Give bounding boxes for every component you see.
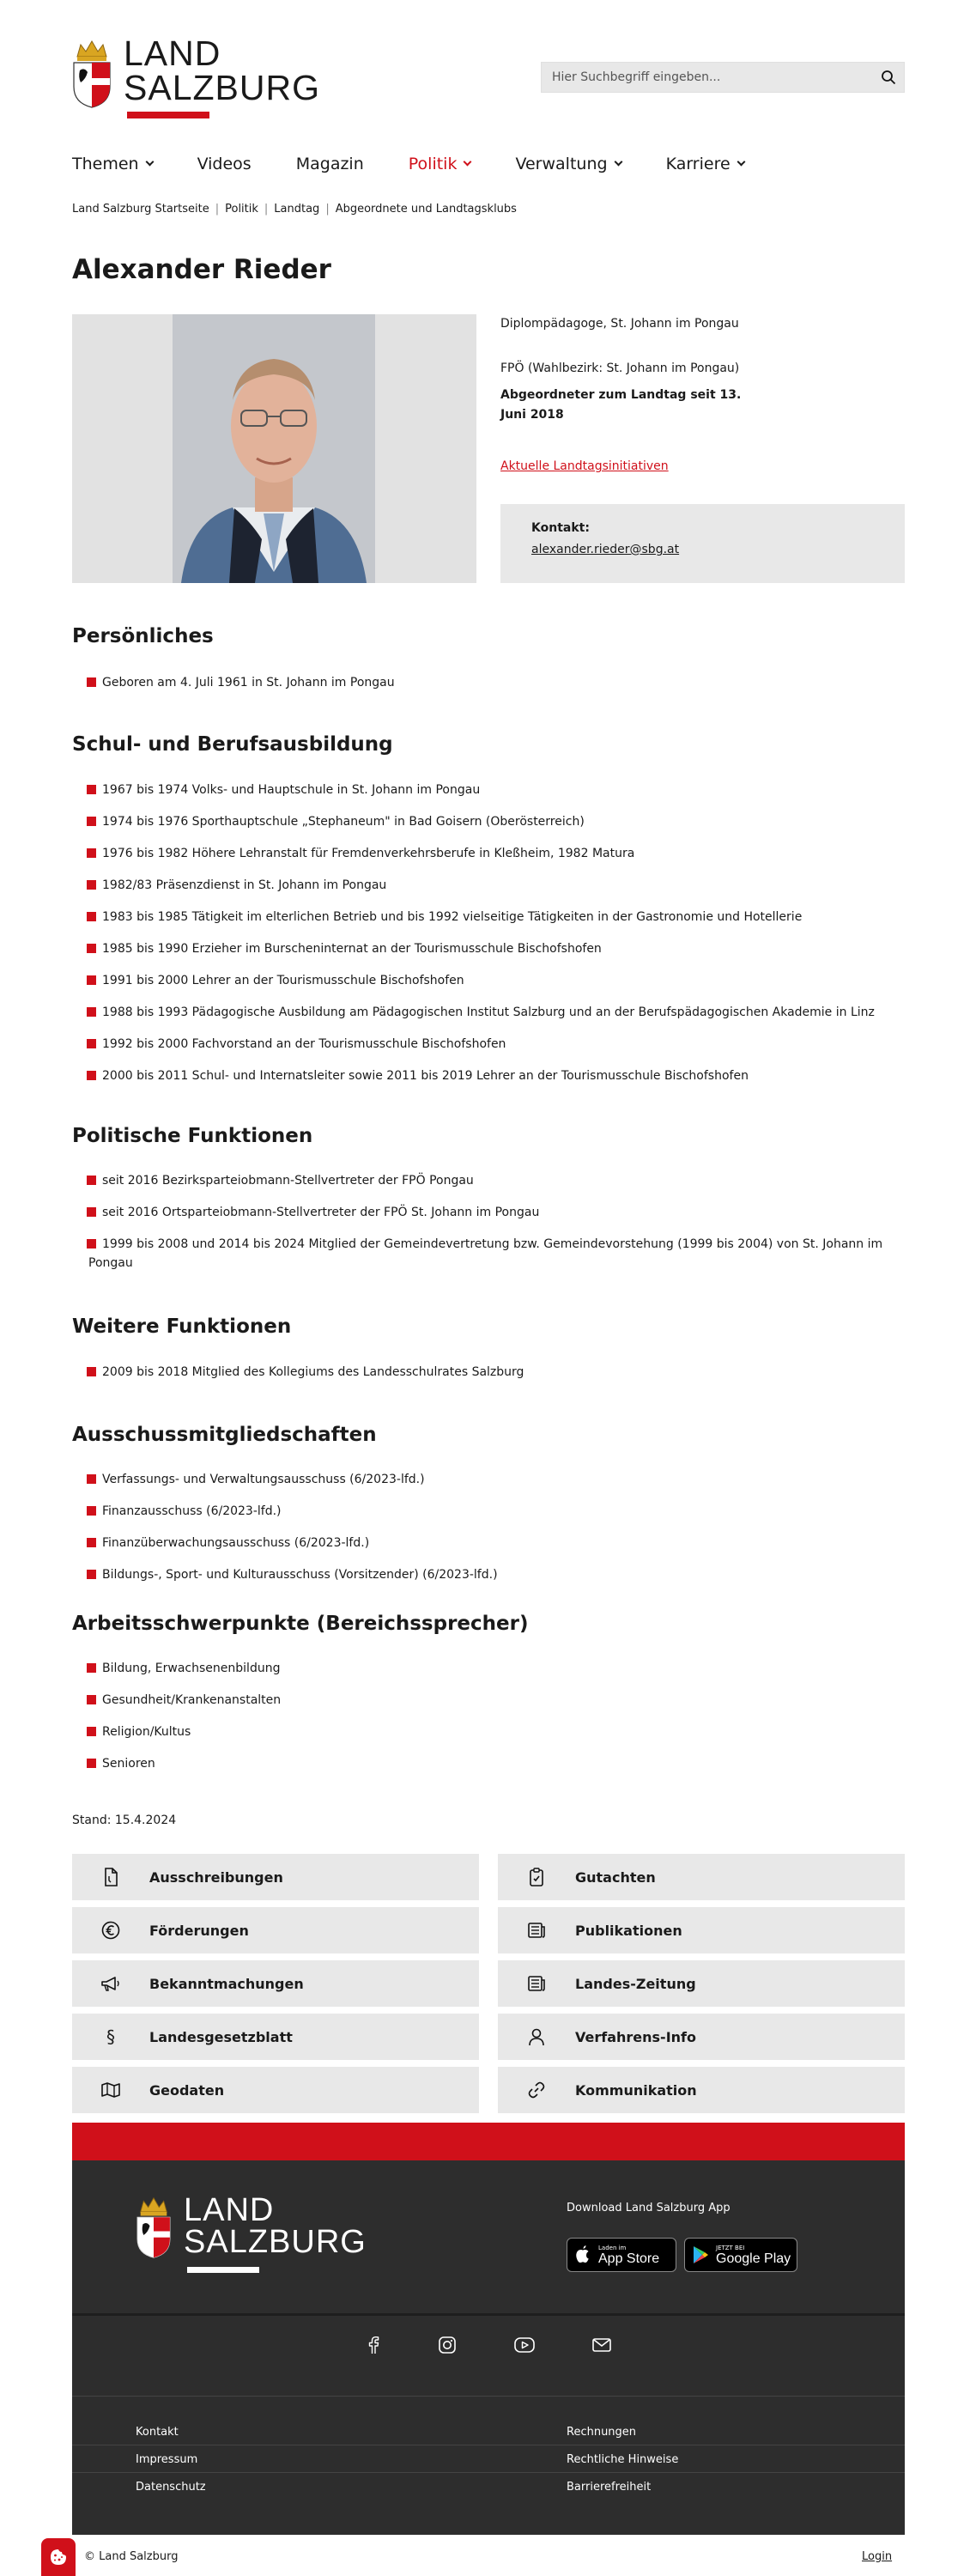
initiatives-link[interactable]: Aktuelle Landtagsinitiativen: [500, 459, 669, 473]
newspaper-icon: [527, 1975, 546, 1992]
tile-label: Landes-Zeitung: [575, 1975, 696, 1992]
tile-label: Gutachten: [575, 1868, 656, 1886]
logo-wordmark: [184, 2192, 367, 2260]
instagram-icon: [438, 2336, 457, 2354]
tile-bekanntmachungen[interactable]: [72, 1960, 479, 2007]
breadcrumb-politik[interactable]: Politik: [225, 203, 258, 216]
nav-label: Verwaltung: [515, 155, 608, 173]
footer-link-barrierefreiheit[interactable]: Barrierefreiheit: [567, 2481, 652, 2494]
mail-icon: [591, 2337, 612, 2353]
footer-link-kontakt[interactable]: Kontakt: [136, 2426, 179, 2439]
mail-link[interactable]: [591, 2334, 613, 2356]
list-item: 2000 bis 2011 Schul- und Internatsleiter sowie 2011 bis 2019 Lehrer an der Tourismusschule Bischofshofen: [72, 1066, 905, 1085]
member-since: Abgeordneter zum Landtag seit 13. Juni 2018: [500, 388, 742, 422]
section-title: Persönliches: [72, 625, 214, 647]
coat-of-arms-icon: [72, 39, 112, 108]
breadcrumb-separator: |: [264, 203, 269, 216]
last-updated: Stand: 15.4.2024: [72, 1814, 177, 1827]
list-item: Bildung, Erwachsenenbildung: [72, 1659, 905, 1678]
list-item: seit 2016 Ortsparteiobmann-Stellvertreter der FPÖ St. Johann im Pongau: [72, 1203, 905, 1222]
tile-label: Förderungen: [149, 1922, 249, 1939]
section-title: Ausschussmitgliedschaften: [72, 1424, 377, 1446]
store-small-text: JETZT BEI: [716, 2244, 745, 2251]
section-title: Weitere Funktionen: [72, 1315, 292, 1338]
footer-divider: [72, 2396, 905, 2397]
section-list: [72, 1171, 905, 1273]
list-item: 1974 bis 1976 Sporthauptschule „Stephaneum" in Bad Goisern (Oberösterreich): [72, 812, 905, 831]
document-icon: [102, 1868, 119, 1886]
google-play-badge[interactable]: [684, 2238, 797, 2272]
section-political: [72, 1125, 905, 1273]
nav-label: Karriere: [665, 155, 730, 173]
list-item: 1976 bis 1982 Höhere Lehranstalt für Fremdenverkehrsberufe in Kleßheim, 1982 Matura: [72, 844, 905, 863]
list-item: Senioren: [72, 1754, 905, 1773]
youtube-link[interactable]: [513, 2334, 536, 2356]
page-title: Alexander Rieder: [72, 254, 331, 285]
section-list: [72, 1470, 905, 1584]
apple-icon: [574, 2245, 591, 2265]
footer-link-datenschutz[interactable]: Datenschutz: [136, 2481, 206, 2494]
main-nav: [72, 155, 789, 173]
list-item: Geboren am 4. Juli 1961 in St. Johann im Pongau: [72, 673, 905, 692]
tile-label: Verfahrens-Info: [575, 2028, 696, 2045]
list-item: seit 2016 Bezirksparteiobmann-Stellvertreter der FPÖ Pongau: [72, 1171, 905, 1190]
link-icon: [527, 2081, 546, 2099]
breadcrumb-landtag[interactable]: Landtag: [274, 203, 320, 216]
section-list: [72, 781, 905, 1085]
nav-item-themen[interactable]: [72, 155, 153, 173]
search-box: [541, 62, 905, 93]
site-logo[interactable]: [72, 33, 320, 122]
facebook-link[interactable]: [362, 2334, 385, 2356]
logo-bar: [187, 2267, 259, 2273]
tile-gutachten[interactable]: [498, 1854, 905, 1900]
newspaper-icon: [527, 1922, 546, 1939]
clipboard-icon: [528, 1868, 545, 1886]
section-committees: [72, 1424, 905, 1584]
footer-link-impressum[interactable]: Impressum: [136, 2453, 198, 2466]
section-further: [72, 1315, 905, 1382]
list-item: 1967 bis 1974 Volks- und Hauptschule in St. Johann im Pongau: [72, 781, 905, 799]
instagram-link[interactable]: [436, 2334, 458, 2356]
list-item: 1991 bis 2000 Lehrer an der Tourismusschule Bischofshofen: [72, 971, 905, 990]
profession: Diplompädagoge, St. Johann im Pongau: [500, 317, 739, 331]
section-education: [72, 733, 905, 1085]
chevron-down-icon: [464, 158, 472, 167]
list-item: 1988 bis 1993 Pädagogische Ausbildung am Pädagogischen Institut Salzburg und an der Berufspädagogischen Akademie in Linz: [72, 1003, 905, 1022]
app-download-title: Download Land Salzburg App: [567, 2202, 730, 2215]
portrait-photo: [173, 314, 375, 583]
footer-divider: [72, 2472, 905, 2473]
section-focus: [72, 1613, 905, 1773]
chevron-down-icon: [145, 158, 154, 167]
chevron-down-icon: [737, 158, 745, 167]
footer-divider: [72, 2313, 905, 2316]
tile-publikationen[interactable]: [498, 1907, 905, 1953]
list-item: Finanzüberwachungsausschuss (6/2023-lfd.): [72, 1534, 905, 1552]
tile-label: Landesgesetzblatt: [149, 2028, 293, 2045]
tile-geodaten[interactable]: [72, 2067, 479, 2113]
facebook-icon: [365, 2336, 382, 2354]
list-item: 2009 bis 2018 Mitglied des Kollegiums des Landesschulrates Salzburg: [72, 1363, 905, 1382]
list-item: Gesundheit/Krankenanstalten: [72, 1691, 905, 1710]
tile-label: Bekanntmachungen: [149, 1975, 304, 1992]
section-title: Politische Funktionen: [72, 1125, 313, 1147]
list-item: Verfassungs- und Verwaltungsausschuss (6/2023-lfd.): [72, 1470, 905, 1489]
nav-label: Politik: [408, 155, 458, 173]
euro-icon: [101, 1921, 120, 1940]
nav-item-karriere[interactable]: [666, 155, 744, 173]
store-big-text: App Store: [598, 2251, 660, 2266]
coat-of-arms-icon: [136, 2196, 172, 2258]
logo-line-1: LAND: [124, 33, 221, 73]
tile-verfahrens-info[interactable]: [498, 2014, 905, 2060]
section-personal: [72, 625, 905, 692]
list-item: 1982/83 Präsenzdienst in St. Johann im Pongau: [72, 876, 905, 895]
section-list: [72, 1363, 905, 1382]
paragraph-icon: §: [106, 2026, 115, 2047]
bottom-bar: [0, 2535, 976, 2576]
nav-label: Themen: [72, 155, 139, 173]
footer: [72, 2123, 905, 2535]
logo-line-2: SALZBURG: [184, 2224, 367, 2260]
section-list: [72, 1659, 905, 1773]
contact-email-link[interactable]: alexander.rieder@sbg.at: [531, 543, 680, 556]
tile-label: Kommunikation: [575, 2081, 697, 2099]
breadcrumb-separator: |: [325, 203, 330, 216]
tile-landes-zeitung[interactable]: [498, 1960, 905, 2007]
nav-item-videos[interactable]: [197, 155, 252, 173]
search-icon: [881, 70, 896, 85]
list-item: 1992 bis 2000 Fachvorstand an der Tourismusschule Bischofshofen: [72, 1035, 905, 1054]
logo-bar: [127, 112, 209, 118]
store-big-text: Google Play: [716, 2251, 791, 2266]
tile-kommunikation[interactable]: [498, 2067, 905, 2113]
portrait-illustration: [173, 314, 375, 583]
contact-box: [500, 504, 905, 583]
list-item: Bildungs-, Sport- und Kulturausschuss (Vorsitzender) (6/2023-lfd.): [72, 1565, 905, 1584]
nav-item-politik[interactable]: [409, 155, 471, 173]
footer-link-rechtliche-hinweise[interactable]: Rechtliche Hinweise: [567, 2453, 679, 2466]
nav-item-magazin[interactable]: [296, 155, 364, 173]
breadcrumb-current[interactable]: Abgeordnete und Landtagsklubs: [335, 203, 517, 216]
search-input[interactable]: [542, 63, 873, 92]
list-item: Finanzausschuss (6/2023-lfd.): [72, 1502, 905, 1521]
map-icon: [100, 2081, 121, 2099]
login-link[interactable]: Login: [862, 2550, 893, 2563]
list-item: Religion/Kultus: [72, 1722, 905, 1741]
breadcrumb-separator: |: [215, 203, 220, 216]
tile-ausschreibungen[interactable]: [72, 1854, 479, 1900]
nav-label: Videos: [197, 155, 252, 173]
copyright: © Land Salzburg: [84, 2550, 179, 2563]
list-item: 1983 bis 1985 Tätigkeit im elterlichen Betrieb und bis 1992 vielseitige Tätigkeiten in der Gastronomie und Hotellerie: [72, 908, 905, 927]
service-tiles: [72, 1854, 905, 2113]
logo-wordmark: [124, 33, 320, 107]
portrait-frame: [72, 314, 476, 583]
list-item: 1985 bis 1990 Erzieher im Burscheninternat an der Tourismusschule Bischofshofen: [72, 939, 905, 958]
nav-label: Magazin: [295, 155, 364, 173]
cookie-icon: [49, 2548, 68, 2567]
logo-line-1: LAND: [184, 2192, 275, 2228]
tile-label: Ausschreibungen: [149, 1868, 283, 1886]
party: FPÖ (Wahlbezirk: St. Johann im Pongau): [500, 361, 740, 375]
nav-item-verwaltung[interactable]: [515, 155, 621, 173]
tile-label: Geodaten: [149, 2081, 225, 2099]
megaphone-icon: [100, 1975, 121, 1992]
tile-label: Publikationen: [575, 1922, 682, 1939]
store-small-text: Laden im: [598, 2244, 627, 2251]
list-item: 1999 bis 2008 und 2014 bis 2024 Mitglied der Gemeindevertretung bzw. Gemeindevorstehung (1999 bis 2004) von St. Johann im Pongau: [72, 1235, 905, 1273]
cookie-settings-button[interactable]: [41, 2538, 76, 2576]
chevron-down-icon: [614, 158, 622, 167]
contact-label: Kontakt:: [531, 521, 590, 535]
tile-foerderungen[interactable]: [72, 1907, 479, 1953]
footer-logo[interactable]: [136, 2192, 367, 2272]
person-icon: [528, 2027, 545, 2046]
section-title: Schul- und Berufsausbildung: [72, 733, 393, 756]
google-play-icon: [692, 2245, 709, 2264]
breadcrumb-home[interactable]: Land Salzburg Startseite: [72, 203, 209, 216]
footer-red-bar: [72, 2123, 905, 2160]
footer-link-rechnungen[interactable]: Rechnungen: [567, 2426, 637, 2439]
section-list: [72, 673, 905, 692]
search-button[interactable]: [873, 62, 904, 93]
youtube-icon: [513, 2336, 536, 2354]
logo-line-2: SALZBURG: [124, 68, 320, 107]
tile-landesgesetzblatt[interactable]: [72, 2014, 479, 2060]
section-title: Arbeitsschwerpunkte (Bereichssprecher): [72, 1613, 529, 1635]
app-store-badge[interactable]: [567, 2238, 676, 2272]
breadcrumb: [72, 203, 517, 216]
